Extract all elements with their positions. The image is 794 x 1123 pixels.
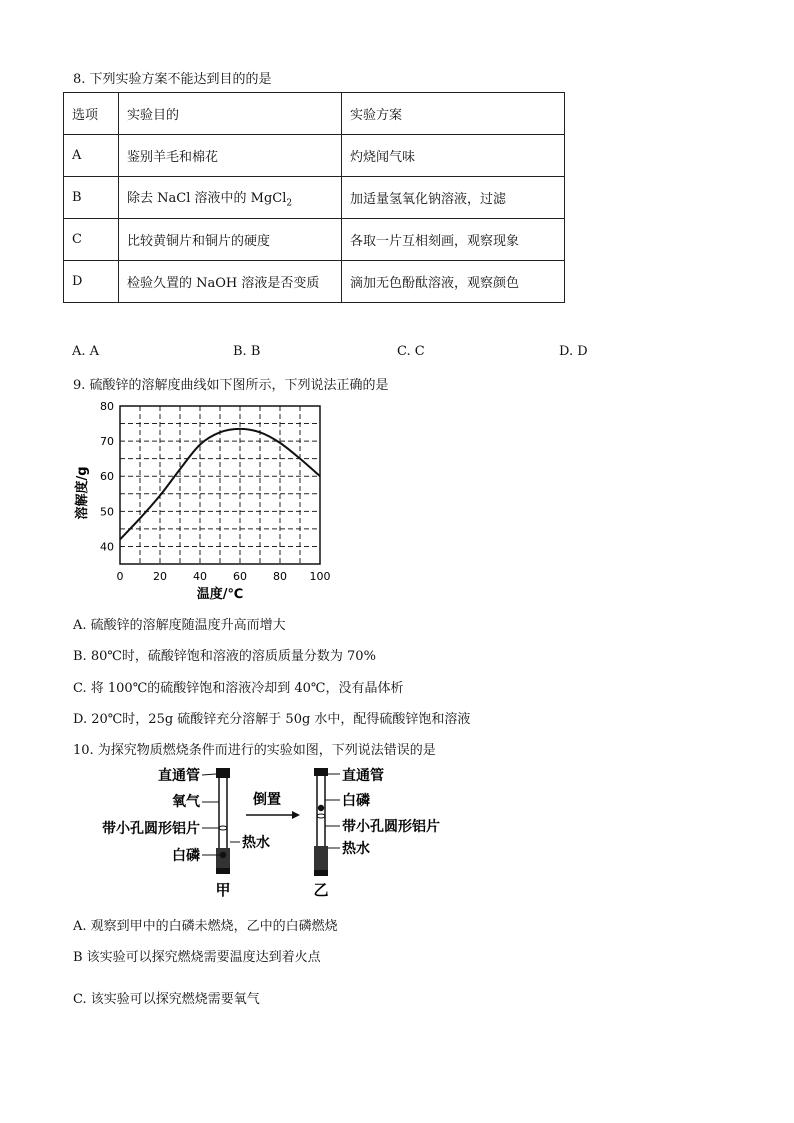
row-goal: 检验久置的 NaOH 溶液是否变质 [119,261,342,303]
arrow-head-icon [292,811,300,819]
choice-b[interactable]: B. B [233,344,261,359]
caption-jia: 甲 [215,881,231,899]
row-goal: 比较黄铜片和铜片的硬度 [119,219,342,261]
label-disc-yi: 带小孔圆形铝片 [342,819,440,835]
row-option: B [64,177,119,219]
y-axis-label: 溶解度/g [75,466,90,520]
label-hot-water-yi: 热水 [342,841,370,857]
y-tick-label: 40 [100,540,114,554]
q9-option-c[interactable]: C. 将 100℃的硫酸锌饱和溶液冷却到 40℃，没有晶体析 [73,681,404,696]
label-tube-yi: 直通管 [342,768,384,784]
table-header-row [64,93,565,135]
q9-option-a[interactable]: A. 硫酸锌的溶解度随温度升高而增大 [73,618,286,633]
label-hot-water-jia: 热水 [242,835,270,851]
header-option: 选项 [64,93,119,135]
q9-option-d[interactable]: D. 20℃时，25g 硫酸锌充分溶解于 50g 水中，配得硫酸锌饱和溶液 [73,712,471,727]
table-row [64,261,565,303]
y-tick-label: 80 [100,400,114,413]
y-tick-label: 70 [100,435,114,449]
choice-c[interactable]: C. C [397,344,425,359]
row-goal [119,177,342,219]
y-tick-label: 50 [100,505,114,519]
header-goal: 实验目的 [119,93,342,135]
top-cap [216,768,230,778]
q9-stem: 9. 硫酸锌的溶解度曲线如下图所示，下列说法正确的是 [73,378,389,393]
x-tick-labels [117,570,331,583]
row-plan: 各取一片互相刻画，观察现象 [342,219,565,261]
q10-option-a[interactable]: A. 观察到甲中的白磷未燃烧，乙中的白磷燃烧 [73,919,338,934]
table-row [64,219,565,261]
x-tick-label: 40 [193,570,207,583]
white-phosphorus-dot [220,852,226,858]
label-disc-jia: 带小孔圆形铝片 [102,821,200,837]
combustion-apparatus-figure [90,760,510,905]
q10-stem: 10. 为探究物质燃烧条件而进行的实验如图，下列说法错误的是 [73,743,436,758]
row-plan: 灼烧闻气味 [342,135,565,177]
x-tick-label: 100 [309,570,331,583]
label-invert: 倒置 [253,792,281,808]
row-option: A [64,135,119,177]
subscript: 2 [286,198,293,209]
x-tick-label: 20 [153,570,167,583]
q10-option-b[interactable]: B 该实验可以探究燃烧需要温度达到着火点 [73,950,321,965]
white-phosphorus-dot [318,805,324,811]
solubility-chart [74,398,344,602]
caption-yi: 乙 [313,881,329,899]
x-tick-label: 60 [233,570,247,583]
header-plan: 实验方案 [342,93,565,135]
x-tick-label: 0 [116,570,124,583]
q9-option-b[interactable]: B. 80℃时，硫酸锌饱和溶液的溶质质量分数为 70% [73,649,376,664]
label-oxygen: 氧气 [172,794,200,810]
hot-water-region [314,846,328,870]
table-row [64,177,565,219]
aluminum-disc [219,826,227,830]
row-option: C [64,219,119,261]
chart-frame [120,406,320,564]
chart-grid [120,406,320,564]
x-axis-label: 温度/℃ [196,587,244,602]
options-table [63,92,565,303]
y-tick-label: 60 [100,470,114,484]
label-phosphorus-yi: 白磷 [342,793,370,809]
label-phosphorus-jia: 白磷 [172,848,200,864]
x-tick-label: 80 [273,570,287,583]
y-tick-labels [100,400,114,553]
row-option: D [64,261,119,303]
table-row [64,135,565,177]
tube-yi [314,768,340,876]
q10-option-c[interactable]: C. 该实验可以探究燃烧需要氧气 [73,992,260,1007]
tube-jia [202,768,240,874]
row-goal-text: 除去 NaCl 溶液中的 MgCl [127,190,287,206]
row-goal: 鉴别羊毛和棉花 [119,135,342,177]
aluminum-disc [317,814,325,818]
choice-a[interactable]: A. A [72,344,100,359]
q8-stem: 8. 下列实验方案不能达到目的的是 [73,72,272,87]
choice-d[interactable]: D. D [559,344,588,359]
row-plan: 加适量氢氧化钠溶液，过滤 [342,177,565,219]
label-tube-jia: 直通管 [158,768,200,784]
row-plan: 滴加无色酚酞溶液，观察颜色 [342,261,565,303]
